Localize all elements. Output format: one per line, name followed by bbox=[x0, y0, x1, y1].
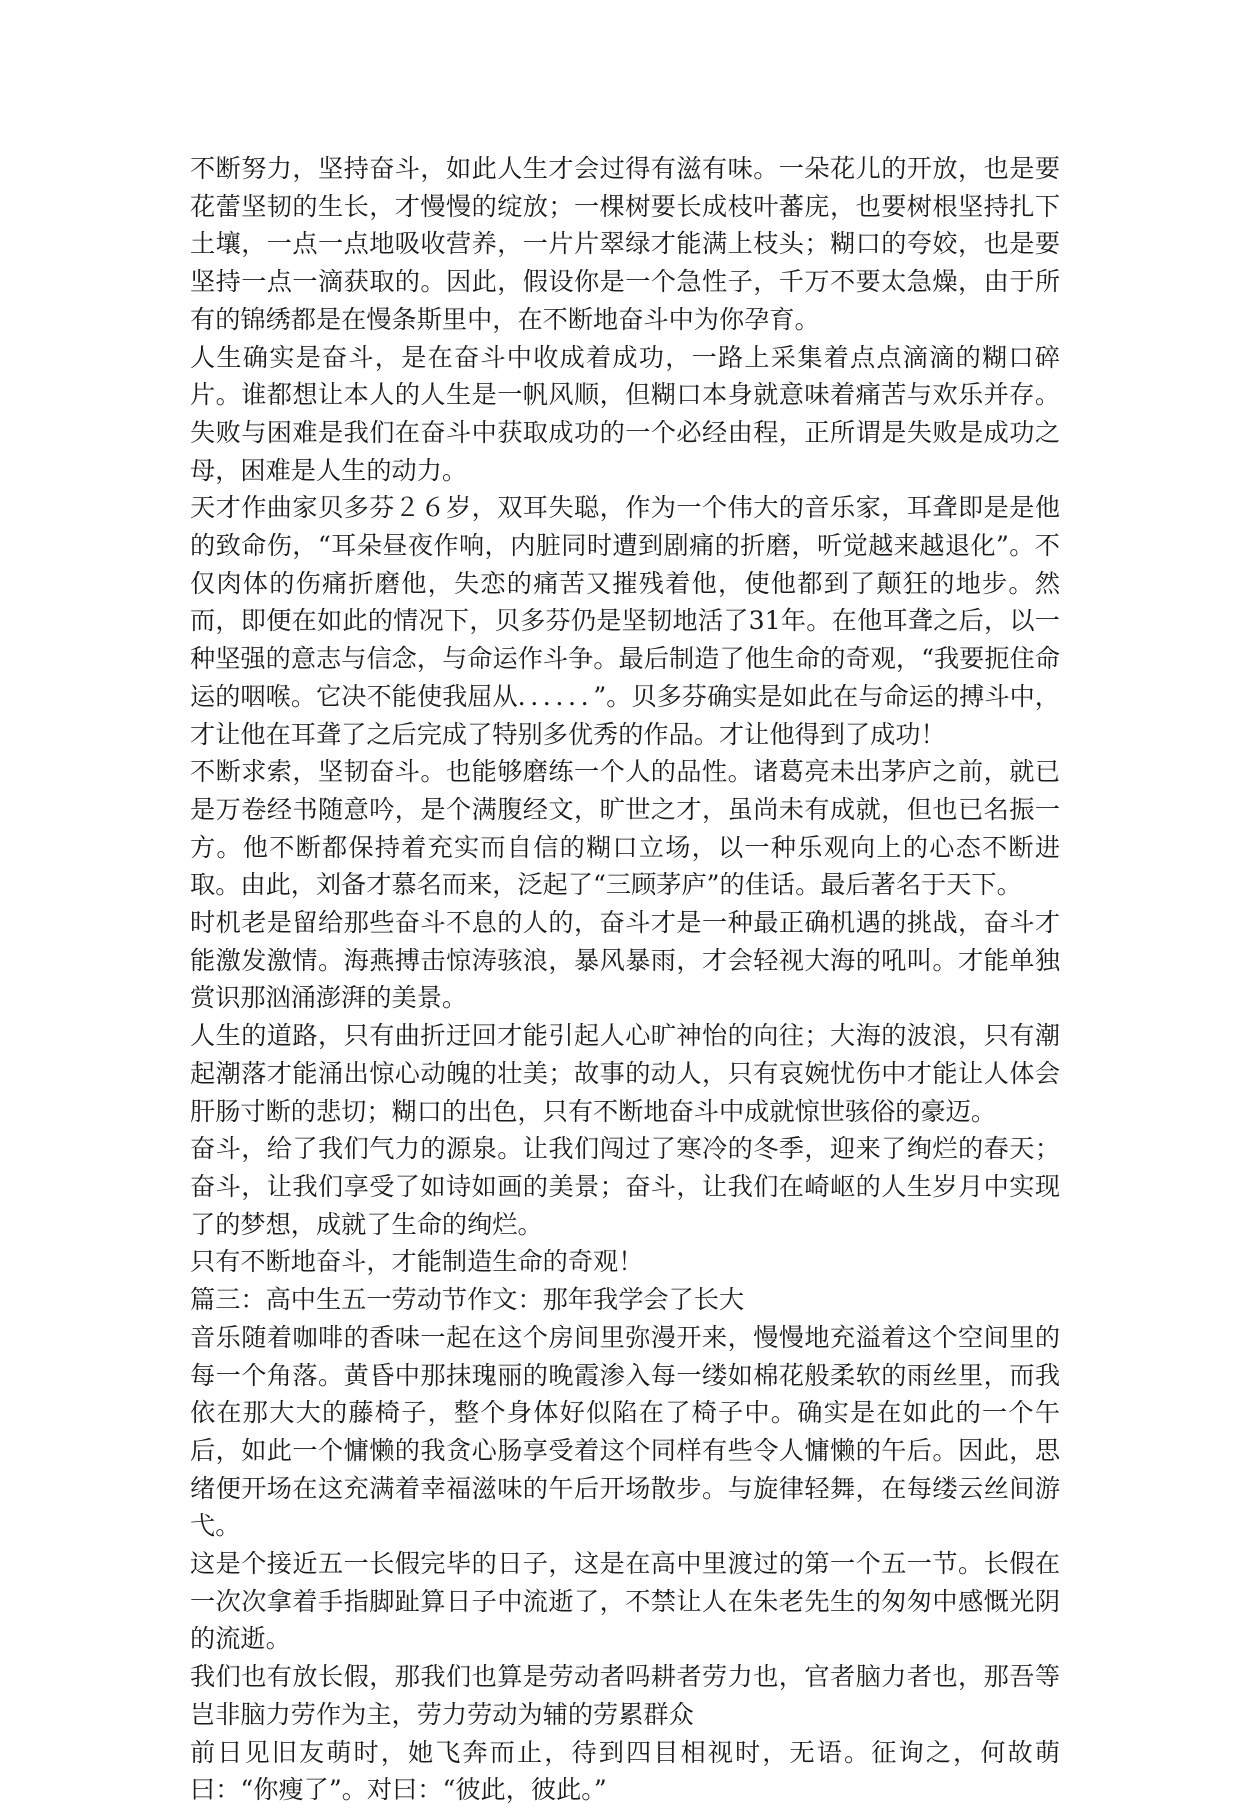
paragraph-music-coffee: 音乐随着咖啡的香味一起在这个房间里弥漫开来，慢慢地充溢着这个空间里的每一个角落。黄昏中那抹瑰丽的晚霞渗入每一缕如棉花般柔软的雨丝里，而我依在那大大的藤椅子，整个身体好似陷在了椅子中。确实是在如此的一个午后，如此一个慵懒的我贪心肠享受着这个同样有些令人慵懒的午后。因此，思绪便开场在这充满着幸福滋味的午后开场散步。与旋律轻舞，在每缕云丝间游弋。 bbox=[190, 1322, 1060, 1541]
paragraph-opportunity: 时机老是留给那些奋斗不息的人的，奋斗才是一种最正确机遇的挑战，奋斗才能激发激情。海燕搏击惊涛骇浪，暴风暴雨，才会轻视大海的吼叫。才能单独赏识那汹涌澎湃的美景。 bbox=[190, 908, 1060, 1013]
paragraph-may-day-holiday: 这是个接近五一长假完毕的日子，这是在高中里渡过的第一个五一节。长假在一次次拿着手指脚趾算日子中流逝了，不禁让人在朱老先生的匆匆中感慨光阴的流逝。 bbox=[190, 1549, 1060, 1654]
paragraph-beethoven: 天才作曲家贝多芬２６岁，双耳失聪，作为一个伟大的音乐家，耳聋即是是他的致命伤，“耳朵昼夜作响，内脏同时遭到剧痛的折磨，听觉越来越退化”。不仅肉体的伤痛折磨他，失恋的痛苦又摧残着他，使他都到了颠狂的地步。然而，即便在如此的情况下，贝多芬仍是坚韧地活了31年。在他耳聋之后，以一种坚强的意志与信念，与命运作斗争。最后制造了他生命的奇观，“我要扼住命运的咽喉。它决不能使我屈从．．．．．．”。贝多芬确实是如此在与命运的搏斗中，才让他在耳聋了之后完成了特别多优秀的作品。才让他得到了成功！ bbox=[190, 493, 1060, 749]
paragraph-source-of-strength: 奋斗，给了我们气力的源泉。让我们闯过了寒冷的冬季，迎来了绚烂的春天；奋斗，让我们享受了如诗如画的美景；奋斗，让我们在崎岖的人生岁月中实现了的梦想，成就了生命的绚烂。 bbox=[190, 1134, 1060, 1239]
paragraph-old-friend: 前日见旧友萌时，她飞奔而止，待到四目相视时，无语。征询之，何故萌曰：“你瘦了”。对曰：“彼此，彼此。” bbox=[190, 1737, 1060, 1805]
paragraph-life-road: 人生的道路，只有曲折迂回才能引起人心旷神怡的向往；大海的波浪，只有潮起潮落才能涌出惊心动魄的壮美；故事的动人，只有哀婉忧伤中才能让人体会肝肠寸断的悲切；糊口的出色，只有不断地奋斗中成就惊世骇俗的豪迈。 bbox=[190, 1021, 1060, 1126]
paragraph-workers: 我们也有放长假，那我们也算是劳动者吗耕者劳力也，官者脑力者也，那吾等岂非脑力劳作为主，劳力劳动为辅的劳累群众 bbox=[190, 1662, 1060, 1729]
paragraph-conclusion: 只有不断地奋斗，才能制造生命的奇观！ bbox=[190, 1247, 644, 1277]
paragraph-life-struggle: 人生确实是奋斗，是在奋斗中收成着成功，一路上采集着点点滴滴的糊口碎片。谁都想让本人的人生是一帆风顺，但糊口本身就意味着痛苦与欢乐并存。失败与困难是我们在奋斗中获取成功的一个必经由程，正所谓是失败是成功之母，困难是人生的动力。 bbox=[190, 342, 1060, 485]
paragraph-zhuge-liang: 不断求索，坚韧奋斗。也能够磨练一个人的品性。诸葛亮未出茅庐之前，就已是万卷经书随意吟，是个满腹经文，旷世之才，虽尚未有成就，但也已名振一方。他不断都保持着充实而自信的糊口立场，以一种乐观向上的心态不断进取。由此，刘备才慕名而来，泛起了“三顾茅庐”的佳话。最后著名于天下。 bbox=[190, 757, 1060, 900]
section-heading: 篇三：高中生五一劳动节作文：那年我学会了长大 bbox=[190, 1285, 745, 1315]
paragraph-perseverance: 不断努力，坚持奋斗，如此人生才会过得有滋有味。一朵花儿的开放，也是要花蕾坚韧的生长，才慢慢的绽放；一棵树要长成枝叶蕃庑，也要树根坚持扎下土壤，一点一点地吸收营养，一片片翠绿才能满上枝头；糊口的夸姣，也是要坚持一点一滴获取的。因此，假设你是一个急性子，千万不要太急燥，由于所有的锦绣都是在慢条斯里中，在不断地奋斗中为你孕育。 bbox=[190, 154, 1060, 334]
document-page bbox=[190, 150, 1060, 1809]
